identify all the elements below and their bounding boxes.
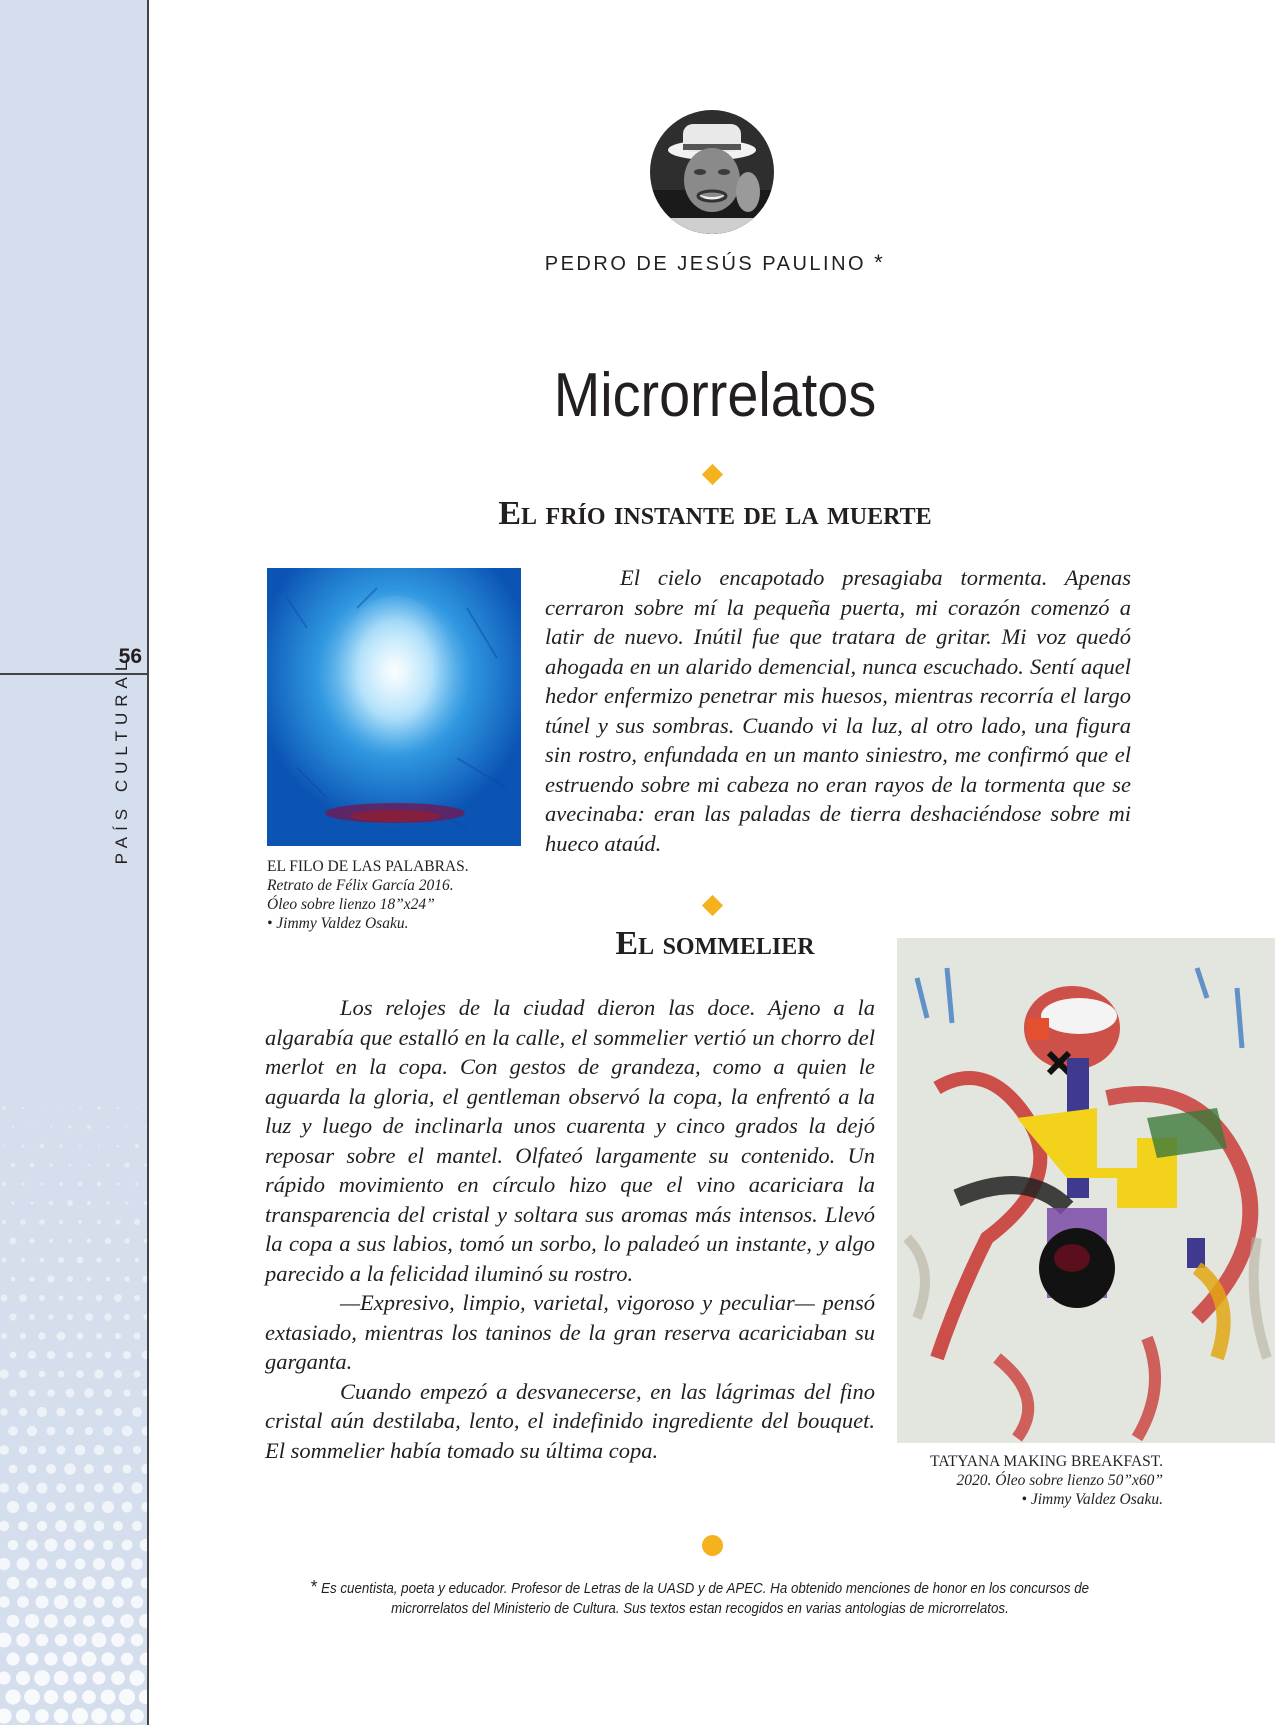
caption-line: • Jimmy Valdez Osaku.: [267, 915, 409, 932]
halftone-dot: [97, 1106, 101, 1110]
halftone-dot: [26, 1539, 37, 1550]
halftone-dot: [102, 1501, 114, 1513]
halftone-dot: [82, 1576, 95, 1589]
halftone-dot: [30, 1163, 35, 1168]
halftone-dot: [55, 1520, 67, 1532]
halftone-dot: [75, 1559, 86, 1570]
halftone-dot: [119, 1689, 135, 1705]
halftone-dot: [37, 1407, 47, 1417]
halftone-dot: [28, 1351, 37, 1360]
halftone-dot: [59, 1144, 63, 1148]
halftone-dot: [37, 1521, 47, 1531]
halftone-dot: [82, 1652, 97, 1667]
halftone-dot: [57, 1332, 66, 1341]
halftone-dot: [94, 1483, 104, 1493]
caption-line: Óleo sobre lienzo 18”x24”: [267, 896, 435, 913]
halftone-dot: [5, 1689, 20, 1704]
halftone-dot: [16, 1557, 29, 1570]
halftone-dot: [79, 1107, 81, 1109]
halftone-dot: [72, 1708, 88, 1724]
halftone-dot: [94, 1521, 105, 1532]
halftone-dot: [132, 1407, 142, 1417]
halftone-dots-decoration: [0, 1100, 148, 1725]
section-label: PAÍS CULTURAL: [112, 655, 131, 865]
paragraph: El cielo encapotado presagiaba tormenta. Apenas cerraron sobre mí la pequeña puerta, mi corazón comenzó a latir de nuevo. Inútil fue que tratara de gritar. Mi voz quedó ahogada en un alarido demencial, nunca escuchado. Sentí aquel hedor enfermizo penetrar mis huesos, mientras recorría el largo túnel y sus sombras. Cuando vi la luz, al otro lado, una figura sin rostro, enfundada en un manto siniestro, me confirmó que el estruendo sobre mi cabeza no eran rayos de la tormenta que se avecinaba: eran las paladas de tierra deshaciéndose sobre mi hueco ataúd.: [545, 565, 1131, 856]
painting-el-filo-de-las-palabras: [267, 568, 521, 846]
halftone-dot: [104, 1313, 112, 1321]
halftone-dot: [134, 1333, 141, 1340]
halftone-dot: [122, 1426, 133, 1437]
page-number: 56: [118, 645, 142, 668]
halftone-dot: [97, 1182, 102, 1187]
halftone-dot: [85, 1313, 93, 1321]
painting1-caption: [267, 857, 557, 933]
halftone-dot: [126, 1126, 128, 1128]
halftone-dot: [116, 1182, 119, 1185]
halftone-dot: [0, 1483, 9, 1493]
halftone-dot: [84, 1502, 95, 1513]
halftone-dot: [125, 1201, 128, 1204]
halftone-dot: [36, 1596, 49, 1609]
halftone-dot: [65, 1502, 75, 1512]
halftone-dot: [96, 1257, 101, 1262]
halftone-dot: [44, 1652, 57, 1665]
halftone-dot: [38, 1332, 45, 1339]
halftone-dot: [131, 1558, 143, 1570]
halftone-dot: [121, 1539, 132, 1550]
halftone-dot: [104, 1389, 112, 1397]
halftone-dot: [41, 1183, 44, 1186]
footnote-mark: *: [310, 1577, 318, 1597]
halftone-dot: [86, 1352, 92, 1358]
halftone-dot: [16, 1633, 29, 1646]
halftone-dot: [2, 1182, 6, 1186]
halftone-dot: [30, 1201, 33, 1204]
halftone-dot: [48, 1314, 54, 1320]
halftone-dot: [19, 1370, 27, 1378]
halftone-dot: [36, 1482, 47, 1493]
halftone-dot: [136, 1107, 138, 1109]
halftone-dot: [20, 1219, 26, 1225]
halftone-dot: [134, 1295, 140, 1301]
halftone-dot: [123, 1465, 132, 1474]
halftone-dot: [79, 1145, 81, 1147]
halftone-dot: [85, 1427, 93, 1435]
halftone-dot: [91, 1632, 106, 1647]
halftone-dot: [58, 1295, 63, 1300]
halftone-dot: [22, 1145, 25, 1148]
halftone-dot: [111, 1671, 125, 1685]
halftone-dot: [12, 1126, 14, 1128]
halftone-dot: [47, 1427, 56, 1436]
halftone-dot: [31, 1126, 33, 1128]
halftone-dot: [129, 1670, 144, 1685]
halftone-dot: [0, 1632, 12, 1647]
halftone-dot: [114, 1294, 122, 1302]
halftone-dot: [25, 1614, 39, 1628]
halftone-dot: [86, 1276, 91, 1281]
halftone-dot: [38, 1446, 46, 1454]
halftone-dot: [11, 1201, 14, 1204]
halftone-dot: [11, 1163, 15, 1167]
halftone-dot: [134, 1219, 140, 1225]
halftone-dot: [87, 1125, 91, 1129]
halftone-dot: [111, 1709, 125, 1723]
halftone-dot: [101, 1690, 116, 1705]
halftone-dot: [45, 1539, 58, 1552]
halftone-dot: [115, 1219, 120, 1224]
halftone-dot: [76, 1370, 84, 1378]
halftone-dot: [6, 1652, 19, 1665]
halftone-dot: [7, 1615, 20, 1628]
halftone-dot: [36, 1558, 47, 1569]
halftone-dot: [67, 1276, 73, 1282]
halftone-dot: [93, 1596, 105, 1608]
halftone-dot: [132, 1521, 142, 1531]
halftone-dot: [73, 1671, 86, 1684]
diamond-ornament: [702, 895, 723, 916]
halftone-dot: [104, 1465, 113, 1474]
caption-title: TATYANA MAKING BREAKFAST.: [930, 1453, 1163, 1470]
halftone-dot: [97, 1220, 101, 1224]
halftone-dot: [7, 1577, 20, 1590]
halftone-dot: [19, 1446, 28, 1455]
halftone-dot: [124, 1314, 130, 1320]
halftone-dot: [117, 1145, 120, 1148]
halftone-dot: [121, 1577, 133, 1589]
halftone-dot: [124, 1276, 129, 1281]
halftone-dot: [29, 1238, 34, 1243]
halftone-dot: [28, 1389, 35, 1396]
halftone-dot: [8, 1540, 18, 1550]
paragraph: Cuando empezó a desvanecerse, en las lágrimas del fino cristal aún destilaba, lento, el indefinido ingrediente del bouquet. El sommelier había tomado su última copa.: [265, 1378, 875, 1463]
author-photo: [650, 110, 774, 234]
halftone-dot: [74, 1520, 86, 1532]
halftone-dot: [28, 1465, 37, 1474]
halftone-dot: [21, 1258, 25, 1262]
halftone-dot: [59, 1220, 63, 1224]
caption-line: 2020. Óleo sobre lienzo 50”x60”: [956, 1472, 1163, 1489]
halftone-dot: [9, 1351, 16, 1358]
halftone-dot: [56, 1559, 67, 1570]
halftone-dot: [7, 1501, 19, 1513]
author-footnote: [304, 1577, 1095, 1619]
halftone-dot: [106, 1201, 109, 1204]
halftone-dot: [29, 1314, 35, 1320]
halftone-dot: [0, 1408, 8, 1416]
paragraph: Los relojes de la ciudad dieron las doce. Ajeno a la algarabía que estalló en la calle, el sommelier vertió un chorro del merlot en la copa. Con gestos de grandeza, como a quien le aguarda la gloria, el gentleman observó la copa, la enfrentó a la luz y luego de inclinarla unos cuarenta y cinco grados la dejó reposar sobre el mantel. Olfateó largamente su contenido. Un rápido movimiento en círculo hizo que el vino acariciara la transparencia del cristal y soltara sus aromas más intensos. Llevó la copa a sus labios, tomó un sorbo, lo paladeó un instante, y algo parecido a la felicidad iluminó su rostro.: [265, 995, 875, 1286]
halftone-dot: [40, 1144, 45, 1149]
halftone-dot: [96, 1333, 102, 1339]
halftone-dot: [24, 1689, 40, 1705]
halftone-dot: [17, 1596, 29, 1608]
halftone-dot: [2, 1258, 7, 1263]
halftone-dot: [2, 1220, 6, 1224]
halftone-dot: [75, 1483, 84, 1492]
halftone-dot: [44, 1690, 58, 1704]
halftone-dot: [19, 1408, 28, 1417]
halftone-dot: [0, 1596, 10, 1607]
halftone-dot: [84, 1464, 94, 1474]
painting2-caption: [893, 1452, 1163, 1509]
halftone-dot: [39, 1371, 46, 1378]
halftone-dot: [64, 1615, 76, 1627]
halftone-dot: [83, 1615, 95, 1627]
caption-line: • Jimmy Valdez Osaku.: [1021, 1491, 1163, 1508]
halftone-dot: [95, 1408, 103, 1416]
author-footnote-mark: *: [874, 250, 886, 275]
halftone-dot: [41, 1107, 43, 1109]
story-title: El sommelier: [615, 925, 815, 962]
halftone-dot: [26, 1653, 39, 1666]
halftone-dot: [39, 1295, 45, 1301]
sidebar-divider: [147, 0, 149, 1725]
halftone-dot: [39, 1219, 45, 1225]
halftone-dot: [105, 1238, 112, 1245]
halftone-dot: [8, 1426, 18, 1436]
halftone-dot: [27, 1502, 38, 1513]
end-dot-ornament: [702, 1535, 723, 1556]
halftone-dot: [63, 1690, 76, 1703]
halftone-dot: [64, 1577, 76, 1589]
halftone-dot: [77, 1295, 82, 1300]
halftone-dot: [68, 1125, 71, 1128]
halftone-dot: [9, 1465, 18, 1474]
halftone-dot: [18, 1521, 28, 1531]
halftone-dot: [19, 1294, 27, 1302]
halftone-dot: [75, 1445, 86, 1456]
halftone-dot: [0, 1708, 12, 1723]
halftone-dot: [64, 1539, 76, 1551]
halftone-dot: [60, 1107, 62, 1109]
halftone-dot: [96, 1295, 103, 1302]
halftone-dot: [116, 1258, 120, 1262]
halftone-dot: [49, 1239, 53, 1243]
halftone-dot: [0, 1558, 10, 1571]
halftone-dot: [0, 1369, 9, 1379]
halftone-dot: [9, 1389, 17, 1397]
halftone-dot: [17, 1482, 28, 1493]
halftone-dot: [123, 1351, 131, 1359]
halftone-dot: [69, 1164, 71, 1166]
halftone-dot: [107, 1126, 109, 1128]
halftone-dot: [66, 1389, 75, 1398]
halftone-dot: [46, 1502, 56, 1512]
halftone-dot: [111, 1557, 124, 1570]
halftone-dot: [10, 1238, 17, 1245]
halftone-dot: [131, 1634, 144, 1647]
halftone-dot: [34, 1670, 50, 1686]
paragraph: —Expresivo, limpio, varietal, vigoroso y peculiar— pensó extasiado, mientras los taninos de la gran reserva acariciaban su garganta.: [265, 1290, 875, 1374]
story2-text: [265, 993, 875, 1465]
halftone-dot: [93, 1558, 105, 1570]
halftone-dot: [16, 1709, 30, 1723]
halftone-dot: [87, 1201, 91, 1205]
halftone-dot: [88, 1164, 91, 1167]
halftone-dot: [94, 1369, 103, 1378]
halftone-dot: [56, 1445, 65, 1454]
halftone-dot: [0, 1671, 11, 1684]
halftone-dot: [114, 1370, 122, 1378]
halftone-dot: [29, 1276, 35, 1282]
story1-text: [545, 563, 1131, 858]
halftone-dot: [94, 1445, 104, 1455]
halftone-dot: [77, 1257, 84, 1264]
halftone-dot: [112, 1596, 124, 1608]
caption-line: Retrato de Félix García 2016.: [267, 877, 454, 894]
author-name: PEDRO DE JESÚS PAULINO *: [544, 250, 886, 275]
main-title: Microrrelatos: [553, 361, 877, 430]
halftone-dot: [3, 1145, 5, 1147]
halftone-dot: [44, 1614, 58, 1628]
halftone-dot: [115, 1333, 121, 1339]
halftone-dot: [46, 1464, 56, 1474]
halftone-dot: [27, 1426, 37, 1436]
halftone-dot: [11, 1277, 16, 1282]
halftone-dot: [120, 1614, 134, 1628]
halftone-dot: [76, 1408, 84, 1416]
halftone-dot: [82, 1690, 96, 1704]
halftone-dot: [0, 1521, 9, 1531]
halftone-dot: [133, 1370, 140, 1377]
halftone-dot: [121, 1653, 134, 1666]
halftone-dot: [135, 1144, 139, 1148]
halftone-dot: [123, 1389, 130, 1396]
halftone-dot: [111, 1633, 125, 1647]
halftone-dot: [78, 1182, 83, 1187]
halftone-dot: [136, 1183, 139, 1186]
halftone-dot: [36, 1634, 48, 1646]
halftone-dot: [102, 1615, 114, 1627]
halftone-dot: [74, 1596, 87, 1609]
halftone-dot: [131, 1482, 142, 1493]
halftone-dot: [117, 1107, 120, 1110]
halftone-dot: [124, 1238, 130, 1244]
halftone-dot: [78, 1220, 82, 1224]
halftone-dot: [135, 1258, 140, 1263]
halftone-dot: [58, 1371, 65, 1378]
diamond-ornament: [702, 464, 723, 485]
halftone-dot: [54, 1671, 69, 1686]
halftone-dot: [47, 1389, 55, 1397]
halftone-dot: [55, 1634, 67, 1646]
halftone-dot: [106, 1163, 110, 1167]
halftone-dot: [87, 1239, 92, 1244]
halftone-dot: [91, 1708, 107, 1724]
halftone-dot: [54, 1709, 69, 1724]
halftone-dot: [20, 1333, 26, 1339]
halftone-dot: [67, 1352, 74, 1359]
halftone-dot: [76, 1332, 83, 1339]
halftone-dot: [67, 1200, 73, 1206]
halftone-dot: [58, 1257, 64, 1263]
halftone-dot: [133, 1446, 141, 1454]
halftone-dot: [103, 1426, 112, 1435]
halftone-dot: [84, 1388, 94, 1398]
halftone-dot: [131, 1596, 144, 1609]
halftone-dot: [113, 1483, 124, 1494]
halftone-dot: [1, 1295, 8, 1302]
halftone-dot: [49, 1201, 53, 1205]
halftone-dot: [114, 1446, 123, 1455]
halftone-dot: [113, 1521, 123, 1531]
halftone-dot: [64, 1463, 76, 1475]
halftone-dot: [0, 1445, 9, 1455]
halftone-dot: [2, 1106, 6, 1110]
halftone-dot: [59, 1182, 62, 1185]
halftone-dot: [47, 1351, 55, 1359]
halftone-dot: [47, 1275, 54, 1282]
halftone-dot: [102, 1577, 115, 1590]
halftone-dot: [101, 1652, 114, 1665]
halftone-dot: [98, 1145, 100, 1147]
halftone-dot: [16, 1671, 30, 1685]
halftone-dot: [84, 1540, 95, 1551]
halftone-dot: [22, 1107, 24, 1109]
halftone-dot: [50, 1126, 52, 1128]
halftone-dot: [73, 1633, 86, 1646]
halftone-dot: [35, 1709, 49, 1723]
halftone-dot: [124, 1162, 129, 1167]
halftone-dot: [105, 1352, 112, 1359]
halftone-dot: [21, 1182, 24, 1185]
halftone-dot: [54, 1595, 68, 1609]
halftone-dot: [9, 1313, 16, 1320]
halftone-dot: [49, 1163, 52, 1166]
halftone-dot: [63, 1652, 78, 1667]
halftone-dot: [121, 1501, 132, 1512]
halftone-dot: [66, 1427, 74, 1435]
caption-title: EL FILO DE LAS PALABRAS.: [267, 858, 469, 875]
halftone-dot: [40, 1258, 45, 1263]
halftone-dot: [67, 1314, 73, 1320]
painting-tatyana-making-breakfast: [897, 938, 1275, 1443]
halftone-dot: [56, 1483, 66, 1493]
halftone-dot: [68, 1239, 72, 1243]
footnote-text: Es cuentista, poeta y educador. Profesor de Letras de la UASD y de APEC. Ha obtenido menciones de honor en los concursos de microrrelatos del Ministerio de Cultura. Sus textos estan recogidos en varias antologias de microrrelatos.: [321, 1581, 1090, 1617]
halftone-dot: [106, 1277, 111, 1282]
halftone-dot: [103, 1540, 113, 1550]
halftone-dot: [45, 1577, 56, 1588]
halftone-dot: [26, 1577, 37, 1588]
halftone-dot: [114, 1408, 122, 1416]
story-title: El frío instante de la muerte: [498, 495, 932, 532]
halftone-dot: [92, 1671, 105, 1684]
halftone-dot: [1, 1333, 7, 1339]
halftone-dot: [56, 1407, 65, 1416]
halftone-dot: [130, 1709, 144, 1723]
